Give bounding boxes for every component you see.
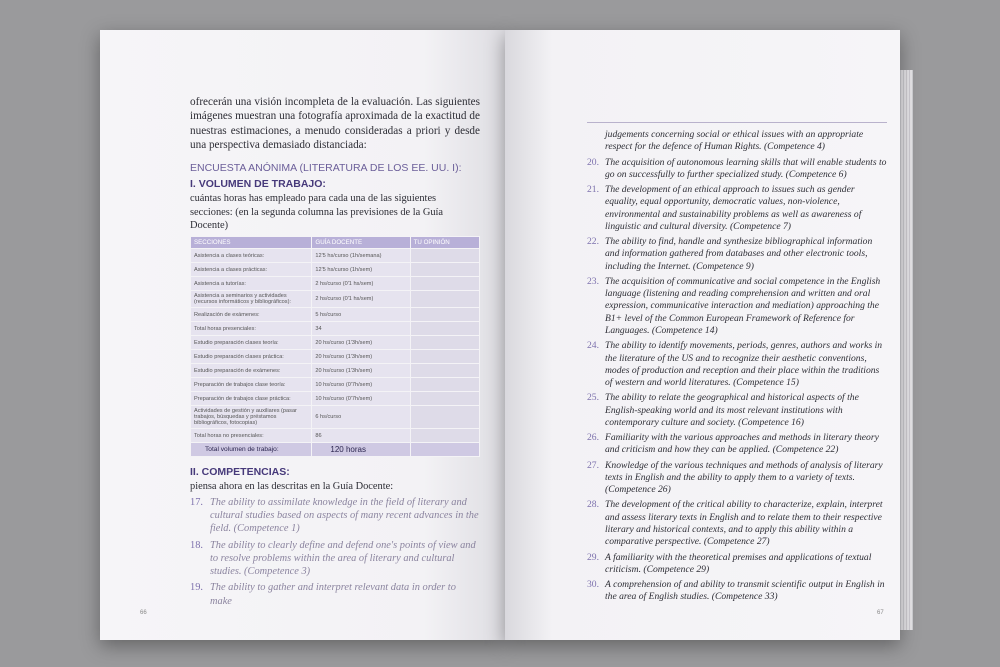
table-row xyxy=(191,350,480,364)
item-number: 26. xyxy=(587,432,599,444)
table-row xyxy=(191,406,480,429)
page-number-left: 66 xyxy=(140,610,147,616)
section-cell: Asistencia a tutorías: xyxy=(191,277,312,291)
section-cell: Asistencia a clases prácticas: xyxy=(191,263,312,277)
section-cell: Estudio preparación de exámenes: xyxy=(191,364,312,378)
guide-cell: 34 xyxy=(312,322,410,336)
item-number: 25. xyxy=(587,392,599,404)
guide-cell: 20 hs/curso (1'3h/sem) xyxy=(312,364,410,378)
section-cell: Preparación de trabajos clase práctica: xyxy=(191,392,312,406)
competence-list-right xyxy=(587,157,887,604)
guide-cell: 12'5 hs/curso (1h/sem) xyxy=(312,263,410,277)
list-item xyxy=(587,392,887,429)
guide-cell: 2 hs/curso (0'1 hs/sem) xyxy=(312,277,410,291)
table-total-row xyxy=(191,443,480,457)
item-number: 19. xyxy=(190,582,203,594)
item-number: 30. xyxy=(587,579,599,591)
item-number: 28. xyxy=(587,499,599,511)
workload-table xyxy=(190,236,480,457)
table-row xyxy=(191,277,480,291)
list-item xyxy=(587,184,887,233)
right-page-content xyxy=(587,122,887,607)
list-item xyxy=(587,236,887,273)
list-item xyxy=(587,276,887,337)
opinion-cell xyxy=(410,322,479,336)
list-item xyxy=(587,460,887,497)
guide-cell: 10 hs/curso (0'7h/sem) xyxy=(312,378,410,392)
table-row xyxy=(191,336,480,350)
item-text: The acquisition of communicative and social competence in the English language (listening and reading comprehension and written and oral expression, communicative interaction and mediation) approaching the B1+ level of the Common European Framework of Reference for Languages. (Competence 14) xyxy=(605,275,881,336)
item-text: Familiarity with the various approaches and methods in literary theory and criticism and how they can be applied. (Competence 22) xyxy=(605,432,879,456)
guide-cell: 12'5 hs/curso (1h/semana) xyxy=(312,249,410,263)
table-row xyxy=(191,263,480,277)
opinion-cell xyxy=(410,336,479,350)
table-header: TU OPINIÓN xyxy=(410,237,479,249)
item-text: The ability to identify movements, periods, genres, authors and works in the literature of the US and to recognize their aesthetic conventions, modes of production and reception and their place within the traditions of western and world literatures. (Competence 15) xyxy=(605,340,883,389)
item-text: The ability to relate the geographical and historical aspects of the English-speaking world and its most relevant institutions with contemporary culture and society. (Competence 16) xyxy=(605,392,859,428)
open-book xyxy=(100,30,910,640)
guide-cell: 20 hs/curso (1'3h/sem) xyxy=(312,350,410,364)
item-number: 29. xyxy=(587,551,599,563)
table-header: GUÍA DOCENTE xyxy=(312,237,410,249)
item-text: The acquisition of autonomous learning skills that will enable students to go on successfully to further specialized study. (Competence 6) xyxy=(605,156,887,180)
total-value: 120 horas xyxy=(312,443,410,457)
left-page-content xyxy=(190,95,480,611)
table-row xyxy=(191,308,480,322)
table-row xyxy=(191,429,480,443)
left-page xyxy=(100,30,505,640)
item-text: The ability to gather and interpret relevant data in order to make xyxy=(210,582,456,607)
header-rule xyxy=(587,122,887,123)
table-row xyxy=(191,378,480,392)
table-row xyxy=(191,392,480,406)
guide-cell: 6 hs/curso xyxy=(312,406,410,429)
list-item xyxy=(587,157,887,182)
section-cell: Preparación de trabajos clase teoría: xyxy=(191,378,312,392)
section1-text: cuántas horas has empleado para cada una de las siguientes secciones: (en la segunda columna las previsiones de la Guía Docente) xyxy=(190,193,444,231)
guide-cell: 5 hs/curso xyxy=(312,308,410,322)
list-item xyxy=(190,496,480,536)
opinion-cell xyxy=(410,277,479,291)
item-text: The ability to find, handle and synthesize bibliographical information and information gathered from databases and other electronic tools, including the Internet. (Competence 9) xyxy=(605,236,873,272)
table-header: SECCIONES xyxy=(191,237,312,249)
survey-title: ENCUESTA ANÓNIMA (LITERATURA DE LOS EE. UU. I): xyxy=(190,162,462,175)
opinion-cell xyxy=(410,364,479,378)
section-cell: Total horas no presenciales: xyxy=(191,429,312,443)
opinion-cell xyxy=(410,406,479,429)
right-page xyxy=(505,30,900,640)
section-cell: Asistencia a clases teóricas: xyxy=(191,249,312,263)
section-cell: Estudio preparación clases práctica: xyxy=(191,350,312,364)
list-item xyxy=(587,499,887,548)
table-row xyxy=(191,322,480,336)
item-text: The development of an ethical approach to issues such as gender equality, equal opportunity, democratic values, non-violence, environmental and sustainability problems as well as awareness of linguistic and cultural diversity. (Competence 7) xyxy=(605,184,862,232)
item-text: Knowledge of the various techniques and methods of analysis of literary texts in English and the ability to apply them to a variety of texts. (Competence 26) xyxy=(605,459,883,496)
opinion-cell xyxy=(410,392,479,406)
item-number: 18. xyxy=(190,539,203,551)
list-item xyxy=(587,432,887,457)
page-number-right: 67 xyxy=(877,610,884,616)
item-number: 21. xyxy=(587,184,599,196)
opinion-cell xyxy=(410,429,479,443)
table-row xyxy=(191,249,480,263)
opinion-cell xyxy=(410,443,479,457)
list-item xyxy=(190,539,480,579)
table-row xyxy=(191,291,480,308)
list-item xyxy=(587,340,887,389)
guide-cell: 10 hs/curso (0'7h/sem) xyxy=(312,392,410,406)
opinion-cell xyxy=(410,350,479,364)
total-label: Total volumen de trabajo: xyxy=(191,443,312,457)
item-text: The ability to clearly define and defend one's points of view and to resolve problems within the area of literary and cultural studies. (Competence 3) xyxy=(210,539,476,578)
item-text: The ability to assimilate knowledge in the field of literary and cultural studies based on aspects of many recent advances in the field. (Competence 1) xyxy=(210,496,479,535)
item-number: 20. xyxy=(587,156,599,168)
opinion-cell xyxy=(410,378,479,392)
section2-text: piensa ahora en las descritas en la Guía Docente: xyxy=(190,481,394,493)
section-cell: Total horas presenciales: xyxy=(191,322,312,336)
section1-title: I. VOLUMEN DE TRABAJO: xyxy=(190,178,326,191)
competence-list-left xyxy=(190,496,480,609)
table-body xyxy=(191,249,480,457)
guide-cell: 86 xyxy=(312,429,410,443)
table-row xyxy=(191,364,480,378)
item-number: 23. xyxy=(587,275,599,287)
table-header-row xyxy=(191,237,480,249)
section-cell: Actividades de gestión y auxiliares (pasar trabajos, búsquedas y préstamos bibliográficos, fotocopias) xyxy=(191,406,312,429)
opinion-cell xyxy=(410,308,479,322)
item-text: A familiarity with the theoretical premises and applications of textual criticism. (Competence 29) xyxy=(605,551,872,575)
item-number: 24. xyxy=(587,340,599,352)
section-cell: Realización de exámenes: xyxy=(191,308,312,322)
item-number: 27. xyxy=(587,459,599,471)
item-text: The development of the critical ability to characterize, explain, interpret and assess literary texts in English and to relate them to their respective literary and historical contexts, and to apply this ability within a comparative perspective. (Competence 27) xyxy=(605,499,883,548)
guide-cell: 20 hs/curso (1'3h/sem) xyxy=(312,336,410,350)
opinion-cell xyxy=(410,291,479,308)
section2-title: II. COMPETENCIAS: xyxy=(190,466,290,479)
guide-cell: 2 hs/curso (0'1 hs/sem) xyxy=(312,291,410,308)
list-item xyxy=(587,552,887,577)
list-item xyxy=(190,581,480,608)
opinion-cell xyxy=(410,263,479,277)
item-text: A comprehension of and ability to transmit scientific output in English in the area of English studies. (Competence 33) xyxy=(605,579,885,603)
item-number: 22. xyxy=(587,236,599,248)
continuation-text: judgements concerning social or ethical issues with an appropriate respect for the defence of Human Rights. (Competence 4) xyxy=(605,129,864,153)
list-item xyxy=(587,579,887,604)
intro-paragraph: ofrecerán una visión incompleta de la evaluación. Las siguientes imágenes muestran una fotografía aproximada de la exactitud de nuestras estimaciones, a menudo consideradas a priori y desde una perspectiva demasiado distanciada: xyxy=(190,96,480,151)
opinion-cell xyxy=(410,249,479,263)
item-number: 17. xyxy=(190,496,203,508)
section-cell: Asistencia a seminarios y actividades (recursos informáticos y bibliográficos): xyxy=(191,291,312,308)
section-cell: Estudio preparación clases teoría: xyxy=(191,336,312,350)
